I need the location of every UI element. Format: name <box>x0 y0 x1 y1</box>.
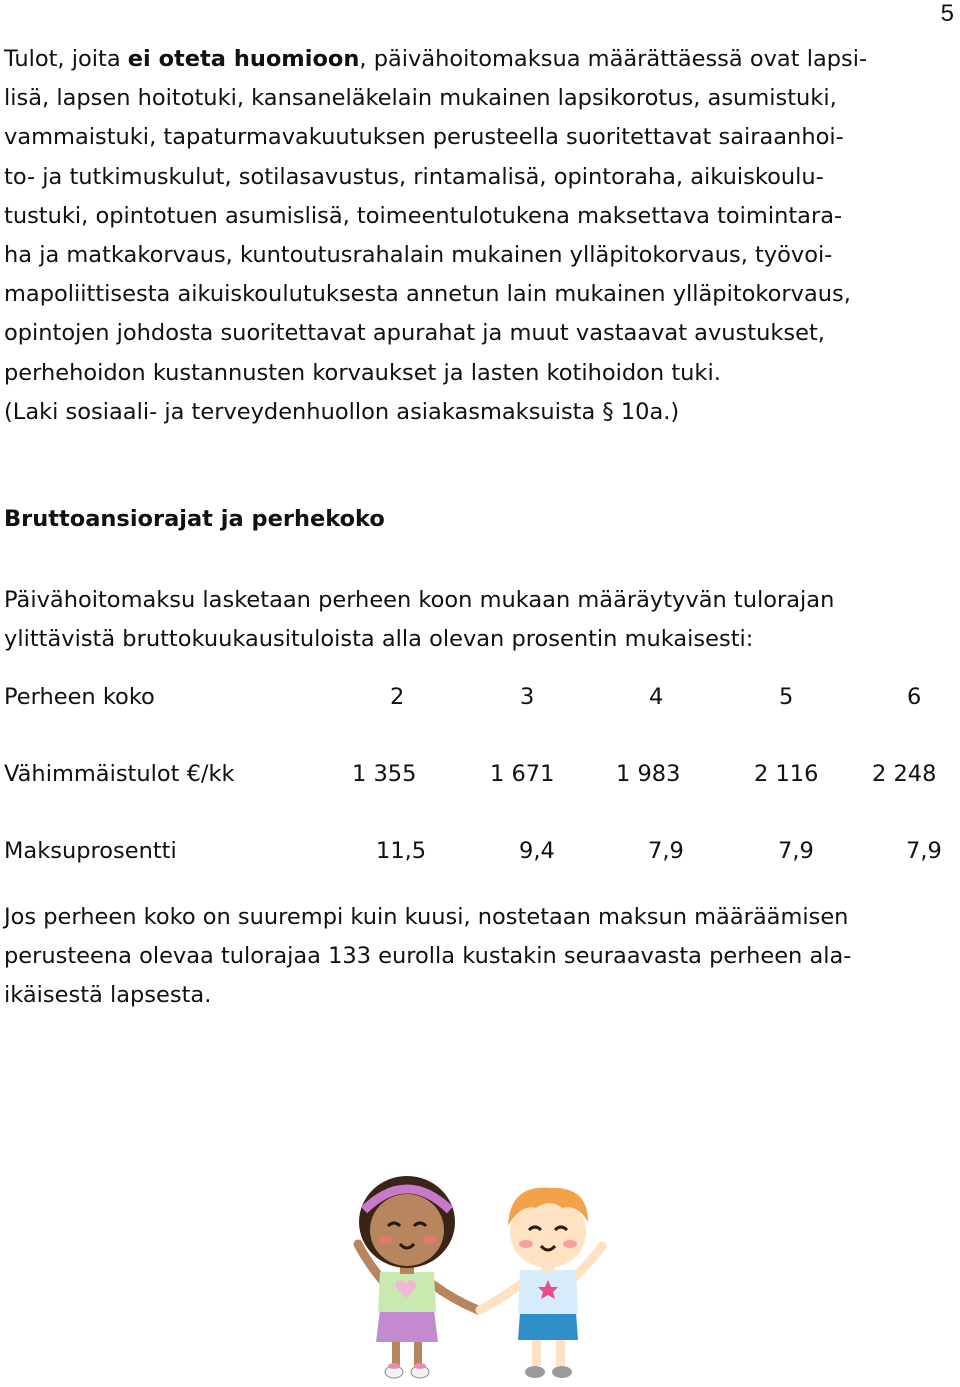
paragraph-line: ikäisestä lapsesta. <box>4 982 212 1009</box>
table-cell: 6 <box>907 684 922 710</box>
table-cell: 1 671 <box>490 761 555 787</box>
table-cell: 1 355 <box>352 761 417 787</box>
row-label: Perheen koko <box>4 684 155 710</box>
paragraph-line <box>4 40 954 79</box>
paragraph-line: tustuki, opintotuen asumislisä, toimeentulotukena maksettava toimintara- <box>4 202 843 229</box>
table-cell: 2 116 <box>754 761 819 787</box>
table-cell: 2 <box>390 684 405 710</box>
table-cell: 7,9 <box>906 838 942 864</box>
emphasis-text: ei oteta huomioon <box>127 46 360 72</box>
table-cell: 9,4 <box>519 838 555 864</box>
paragraph-line: to- ja tutkimuskulut, sotilasavustus, rintamalisä, opintoraha, aikuiskoulu- <box>4 163 824 190</box>
paragraph-line: perhehoidon kustannusten korvaukset ja lasten kotihoidon tuki. <box>4 359 721 386</box>
table-cell: 7,9 <box>648 838 684 864</box>
paragraph-line: mapoliittisesta aikuiskoulutuksesta annetun lain mukainen ylläpitokorvaus, <box>4 281 851 308</box>
table-cell: 1 983 <box>616 761 681 787</box>
boy-figure <box>480 1188 602 1378</box>
table-row <box>4 761 954 801</box>
large-family-paragraph <box>4 898 954 1016</box>
table-row <box>4 838 954 878</box>
table-cell: 5 <box>779 684 794 710</box>
page-number: 5 <box>940 0 954 27</box>
paragraph-line: ha ja matkakorvaus, kuntoutusrahalain mukainen ylläpitokorvaus, työvoi- <box>4 242 833 269</box>
section-heading: Bruttoansiorajat ja perhekoko <box>4 506 385 532</box>
row-label: Vähimmäistulot €/kk <box>4 761 235 787</box>
table-cell: 4 <box>649 684 664 710</box>
table-cell: 2 248 <box>872 761 937 787</box>
paragraph-line: Päivähoitomaksu lasketaan perheen koon mukaan määräytyvän tulorajan <box>4 587 835 613</box>
children-holding-hands-illustration <box>330 1160 630 1387</box>
paragraph-line: opintojen johdosta suoritettavat apurahat ja muut vastaavat avustukset, <box>4 320 825 347</box>
fee-calculation-paragraph <box>4 581 954 659</box>
table-row <box>4 684 954 724</box>
table-cell: 7,9 <box>778 838 814 864</box>
girl-figure <box>358 1176 478 1378</box>
text-run: Tulot, joita <box>4 46 128 72</box>
text-run: , päivähoitomaksua määrättäessä ovat lapsi- <box>359 46 868 72</box>
income-exclusions-paragraph <box>4 40 954 432</box>
paragraph-line: (Laki sosiaali- ja terveydenhuollon asiakasmaksuista § 10a.) <box>4 398 680 425</box>
paragraph-line: lisä, lapsen hoitotuki, kansaneläkelain mukainen lapsikorotus, asumistuki, <box>4 85 837 112</box>
paragraph-line: Jos perheen koko on suurempi kuin kuusi, nostetaan maksun määräämisen <box>4 904 849 930</box>
row-label: Maksuprosentti <box>4 838 177 864</box>
paragraph-line: vammaistuki, tapaturmavakuutuksen perusteella suoritettavat sairaanhoi- <box>4 124 844 151</box>
paragraph-line: ylittävistä bruttokuukausituloista alla olevan prosentin mukaisesti: <box>4 626 754 652</box>
table-cell: 11,5 <box>376 838 427 864</box>
table-cell: 3 <box>520 684 535 710</box>
paragraph-line: perusteena olevaa tulorajaa 133 eurolla kustakin seuraavasta perheen ala- <box>4 943 852 970</box>
